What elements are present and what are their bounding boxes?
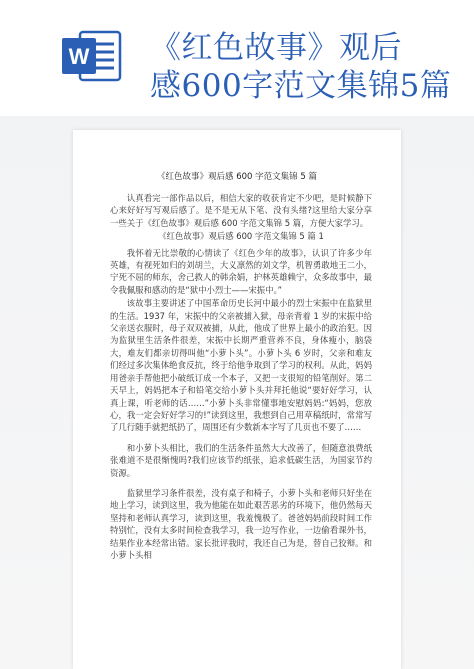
paragraph: 我怀着无比崇敬的心情读了《红色少年的故事》，认识了许多少年英雄，有视死如归的刘胡兰，大义凛然的刘文学，机智勇敢地王二小，宁死不屈的师东，舍己救人的韩余娟，护林英雄赖宁，众多故事中，最令我佩服和感动的是“狱中小烈士——宋振中。” [110, 247, 372, 295]
header-banner [0, 0, 474, 120]
banner-title-line1: 《红色故事》观后 [150, 30, 402, 66]
document-page [73, 130, 401, 669]
banner-title-line2: 感600字范文集锦5篇 [150, 68, 452, 104]
word-icon-letter: W [68, 44, 90, 69]
paragraph-intro: 认真看完一部作品以后，相信大家的收获肯定不少吧，是时候静下心来好好写写观后感了。是不是无从下笔、没有头绪?这里给大家分享一些关于《红色故事》观后感 600 字范文集锦 5 篇，方便大家学习。 [110, 193, 372, 228]
paragraph: 该故事主要讲述了中国革命历史长河中最小的烈士宋振中在监狱里的生活。1937 年，宋振中的父亲被捕入狱，母亲背着 1 岁的宋振中给父亲送衣服时，母子双双被捕，从此，他成了世界上最小的政治犯。因为监狱里生活条件很差，宋振中长期严重营养不良，身体瘦小，脑袋大，难友们都亲切得叫他“小萝卜头”。小萝卜头 6 岁时，父亲和难友们经过多次集体绝食反抗，终于给他争取到了学习的权利。从此，妈妈用爸亲手帮他把小破纸订成一个本子，又把一支很短的铅笔削好。第二天早上，妈妈把本子和铅笔交给小萝卜头并拜托他说“要好好学习，认真上课，听老师的话……”小萝卜头非常懂事地安慰妈妈:“妈妈，您放心，我一定会好好学习的!”读到这里，我想到自己用草稿纸时，常常写了几行随手就把纸扔了，周围还有少数新本字写了几页也不要了…… [110, 298, 372, 433]
section-subtitle: 《红色故事》观后感 600 字范文集锦 5 篇 1 [158, 231, 324, 242]
word-document-icon [60, 26, 122, 86]
document-body [110, 192, 372, 562]
paragraph: 监狱里学习条件很差，没有桌子和椅子，小萝卜头和老师只好坐在地上学习，读到这里，我为他能在如此艰苦恶劣的环境下，他仍然每天坚持和老师认真学习，读到这里，我羞愧极了。爸爸妈妈前段时间工作特别忙，没有太多时间检查我学习，我一边写作业，一边偷看课外书，结果作业本经常出错。家长批评我时，我还自己为是，替自己狡辩。和小萝卜头相 [110, 487, 372, 560]
document-title: 《红色故事》观后感 600 字范文集锦 5 篇 [157, 172, 317, 182]
paragraph: 和小萝卜头相比，我们的生活条件虽然大大改善了，但随意浪费纸张难道不是很惭愧吗?我们应该节约纸张，追求低碳生活，为国家节约资源。 [110, 442, 372, 478]
